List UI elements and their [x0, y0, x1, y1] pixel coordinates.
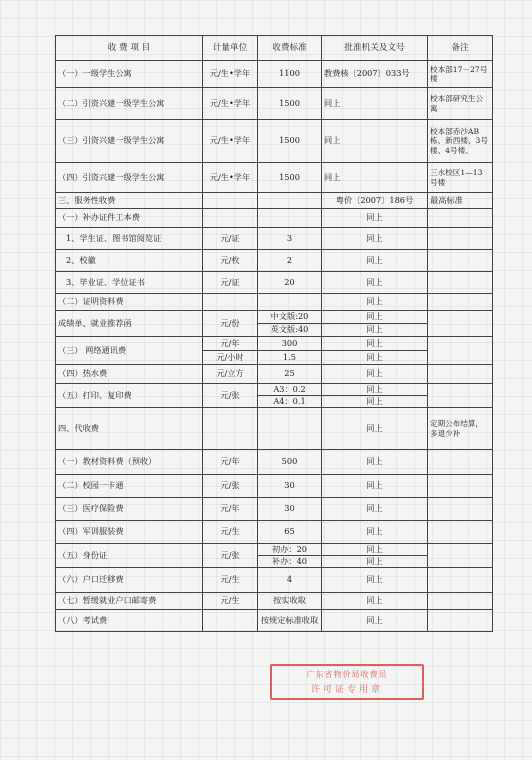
table-row — [56, 228, 493, 250]
table-row — [56, 408, 493, 450]
unit-cell: 元/小时 — [203, 351, 258, 365]
approval-cell: 同上 — [322, 272, 428, 294]
unit-cell: 元/年 — [203, 337, 258, 351]
item-cell: （四）引资兴建一级学生公寓 — [56, 163, 203, 193]
table-row — [56, 209, 493, 228]
standard-cell — [258, 193, 322, 209]
standard-cell: 1100 — [258, 61, 322, 88]
standard-cell: 20 — [258, 272, 322, 294]
item-cell: （三）医疗保险费 — [56, 498, 203, 521]
item-cell: 2、校徽 — [56, 250, 203, 272]
table-row — [56, 88, 493, 120]
remark-cell — [428, 498, 493, 521]
approval-cell: 同上 — [322, 610, 428, 632]
approval-cell: 同上 — [322, 568, 428, 593]
unit-cell — [203, 294, 258, 311]
table-row — [56, 193, 493, 209]
remark-cell: 校本部赤沙AB栋、新西楼、3号楼、4号楼、 — [428, 120, 493, 163]
standard-cell: 30 — [258, 475, 322, 498]
unit-cell: 元/生 — [203, 593, 258, 610]
approval-cell: 同上 — [322, 250, 428, 272]
standard-cell: 300 — [258, 337, 322, 351]
remark-cell — [428, 337, 493, 365]
approval-cell: 粤价〔2007〕186号 — [322, 193, 428, 209]
approval-cell: 同上 — [322, 365, 428, 384]
unit-cell: 元/生 — [203, 568, 258, 593]
unit-cell — [203, 610, 258, 632]
remark-cell — [428, 521, 493, 544]
approval-cell: 同上 — [322, 88, 428, 120]
table-row — [56, 294, 493, 311]
remark-cell — [428, 228, 493, 250]
standard-cell: 按实收取 — [258, 593, 322, 610]
approval-cell: 同上 — [322, 556, 428, 568]
remark-cell — [428, 250, 493, 272]
item-cell: （一）一级学生公寓 — [56, 61, 203, 88]
fee-table — [55, 35, 493, 632]
item-cell: （三） 网络通讯费 — [56, 337, 203, 365]
unit-cell: 元/年 — [203, 498, 258, 521]
table-row — [56, 610, 493, 632]
approval-cell: 同上 — [322, 163, 428, 193]
standard-cell — [258, 408, 322, 450]
remark-cell: 最高标准 — [428, 193, 493, 209]
remark-cell — [428, 272, 493, 294]
remark-cell — [428, 311, 493, 337]
table-row — [56, 498, 493, 521]
approval-cell: 同上 — [322, 593, 428, 610]
approval-cell: 同上 — [322, 475, 428, 498]
table-row — [56, 365, 493, 384]
item-cell: （八）考试费 — [56, 610, 203, 632]
header-approval: 批准机关及文号 — [322, 36, 428, 61]
unit-cell: 元/生•学年 — [203, 61, 258, 88]
table-row — [56, 450, 493, 475]
approval-cell: 同上 — [322, 544, 428, 556]
approval-cell: 同上 — [322, 498, 428, 521]
standard-cell: 3 — [258, 228, 322, 250]
standard-cell: 4 — [258, 568, 322, 593]
remark-cell: 定期公布结算，多退少补 — [428, 408, 493, 450]
standard-cell: A4：0.1 — [258, 396, 322, 408]
standard-cell: 英文版:40 — [258, 324, 322, 337]
remark-cell — [428, 593, 493, 610]
table-row — [56, 250, 493, 272]
unit-cell: 元/张 — [203, 544, 258, 568]
remark-cell: 三水校区1—13号楼 — [428, 163, 493, 193]
item-cell: （七）暂缓就业户口邮寄费 — [56, 593, 203, 610]
table-row — [56, 120, 493, 163]
item-cell: 3、毕业证、学位证书 — [56, 272, 203, 294]
remark-cell: 校本部研究生公寓 — [428, 88, 493, 120]
approval-cell: 同上 — [322, 396, 428, 408]
item-cell: （二）校园一卡通 — [56, 475, 203, 498]
approval-cell: 同上 — [322, 209, 428, 228]
approval-cell: 同上 — [322, 324, 428, 337]
item-cell: 成绩单、就业推荐函 — [56, 311, 203, 337]
remark-cell: 校本部17－27号楼 — [428, 61, 493, 88]
unit-cell — [203, 408, 258, 450]
item-cell: （四）军训服装费 — [56, 521, 203, 544]
unit-cell: 元/立方 — [203, 365, 258, 384]
item-cell: （三）引资兴建一级学生公寓 — [56, 120, 203, 163]
table-row — [56, 593, 493, 610]
unit-cell: 元/年 — [203, 450, 258, 475]
approval-cell: 同上 — [322, 384, 428, 396]
stamp-line-1: 广东省物价局收费员 — [306, 670, 388, 679]
table-row — [56, 544, 493, 556]
unit-cell: 元/生 — [203, 521, 258, 544]
item-cell: （二）证明资料费 — [56, 294, 203, 311]
standard-cell: 30 — [258, 498, 322, 521]
standard-cell — [258, 209, 322, 228]
standard-cell: 65 — [258, 521, 322, 544]
approval-cell: 同上 — [322, 351, 428, 365]
standard-cell: 1500 — [258, 120, 322, 163]
approval-cell: 同上 — [322, 450, 428, 475]
table-row — [56, 272, 493, 294]
approval-cell: 同上 — [322, 228, 428, 250]
table-row — [56, 163, 493, 193]
remark-cell — [428, 610, 493, 632]
unit-cell: 元/证 — [203, 228, 258, 250]
table-row — [56, 311, 493, 324]
standard-cell: 2 — [258, 250, 322, 272]
remark-cell — [428, 384, 493, 408]
unit-cell: 元/份 — [203, 311, 258, 337]
standard-cell: 500 — [258, 450, 322, 475]
standard-cell: 按规定标准收取 — [258, 610, 322, 632]
unit-cell: 元/张 — [203, 384, 258, 408]
remark-cell — [428, 450, 493, 475]
item-cell: （五）打印、复印费 — [56, 384, 203, 408]
remark-cell — [428, 365, 493, 384]
remark-cell — [428, 544, 493, 568]
item-cell: 三、服务性收费 — [56, 193, 203, 209]
approval-cell: 同上 — [322, 521, 428, 544]
item-cell: 四、代收费 — [56, 408, 203, 450]
approval-cell: 同上 — [322, 311, 428, 324]
item-cell: （一）教材资料费（预收） — [56, 450, 203, 475]
remark-cell — [428, 475, 493, 498]
unit-cell — [203, 193, 258, 209]
item-cell: （四）热水费 — [56, 365, 203, 384]
unit-cell — [203, 209, 258, 228]
remark-cell — [428, 294, 493, 311]
official-stamp — [270, 664, 424, 700]
standard-cell: 1500 — [258, 88, 322, 120]
approval-cell: 同上 — [322, 294, 428, 311]
standard-cell: 25 — [258, 365, 322, 384]
header-standard: 收费标准 — [258, 36, 322, 61]
unit-cell: 元/生•学年 — [203, 120, 258, 163]
standard-cell: 中文版:20 — [258, 311, 322, 324]
remark-cell — [428, 209, 493, 228]
header-unit: 计量单位 — [203, 36, 258, 61]
approval-cell: 同上 — [322, 408, 428, 450]
item-cell: （一）补办证件工本费 — [56, 209, 203, 228]
unit-cell: 元/生•学年 — [203, 163, 258, 193]
approval-cell: 教费核〔2007〕033号 — [322, 61, 428, 88]
approval-cell: 同上 — [322, 120, 428, 163]
table-row — [56, 337, 493, 351]
unit-cell: 元/生•学年 — [203, 88, 258, 120]
unit-cell: 元/张 — [203, 475, 258, 498]
item-cell: （六）户口迁移费 — [56, 568, 203, 593]
item-cell: 1、学生证、图书馆阅览证 — [56, 228, 203, 250]
standard-cell: A3：0.2 — [258, 384, 322, 396]
table-row — [56, 61, 493, 88]
header-remark: 备注 — [428, 36, 493, 61]
unit-cell: 元/证 — [203, 272, 258, 294]
standard-cell: 补办：40 — [258, 556, 322, 568]
standard-cell: 初办：20 — [258, 544, 322, 556]
item-cell: （五）身份证 — [56, 544, 203, 568]
standard-cell — [258, 294, 322, 311]
standard-cell: 1500 — [258, 163, 322, 193]
table-header-row — [56, 36, 493, 61]
header-item: 收 费 项 目 — [56, 36, 203, 61]
table-row — [56, 521, 493, 544]
item-cell: （二）引资兴建一级学生公寓 — [56, 88, 203, 120]
remark-cell — [428, 568, 493, 593]
stamp-line-2: 许可证专用章 — [310, 685, 383, 695]
table-row — [56, 568, 493, 593]
table-row — [56, 384, 493, 396]
table-row — [56, 475, 493, 498]
standard-cell: 1.5 — [258, 351, 322, 365]
unit-cell: 元/枚 — [203, 250, 258, 272]
approval-cell: 同上 — [322, 337, 428, 351]
